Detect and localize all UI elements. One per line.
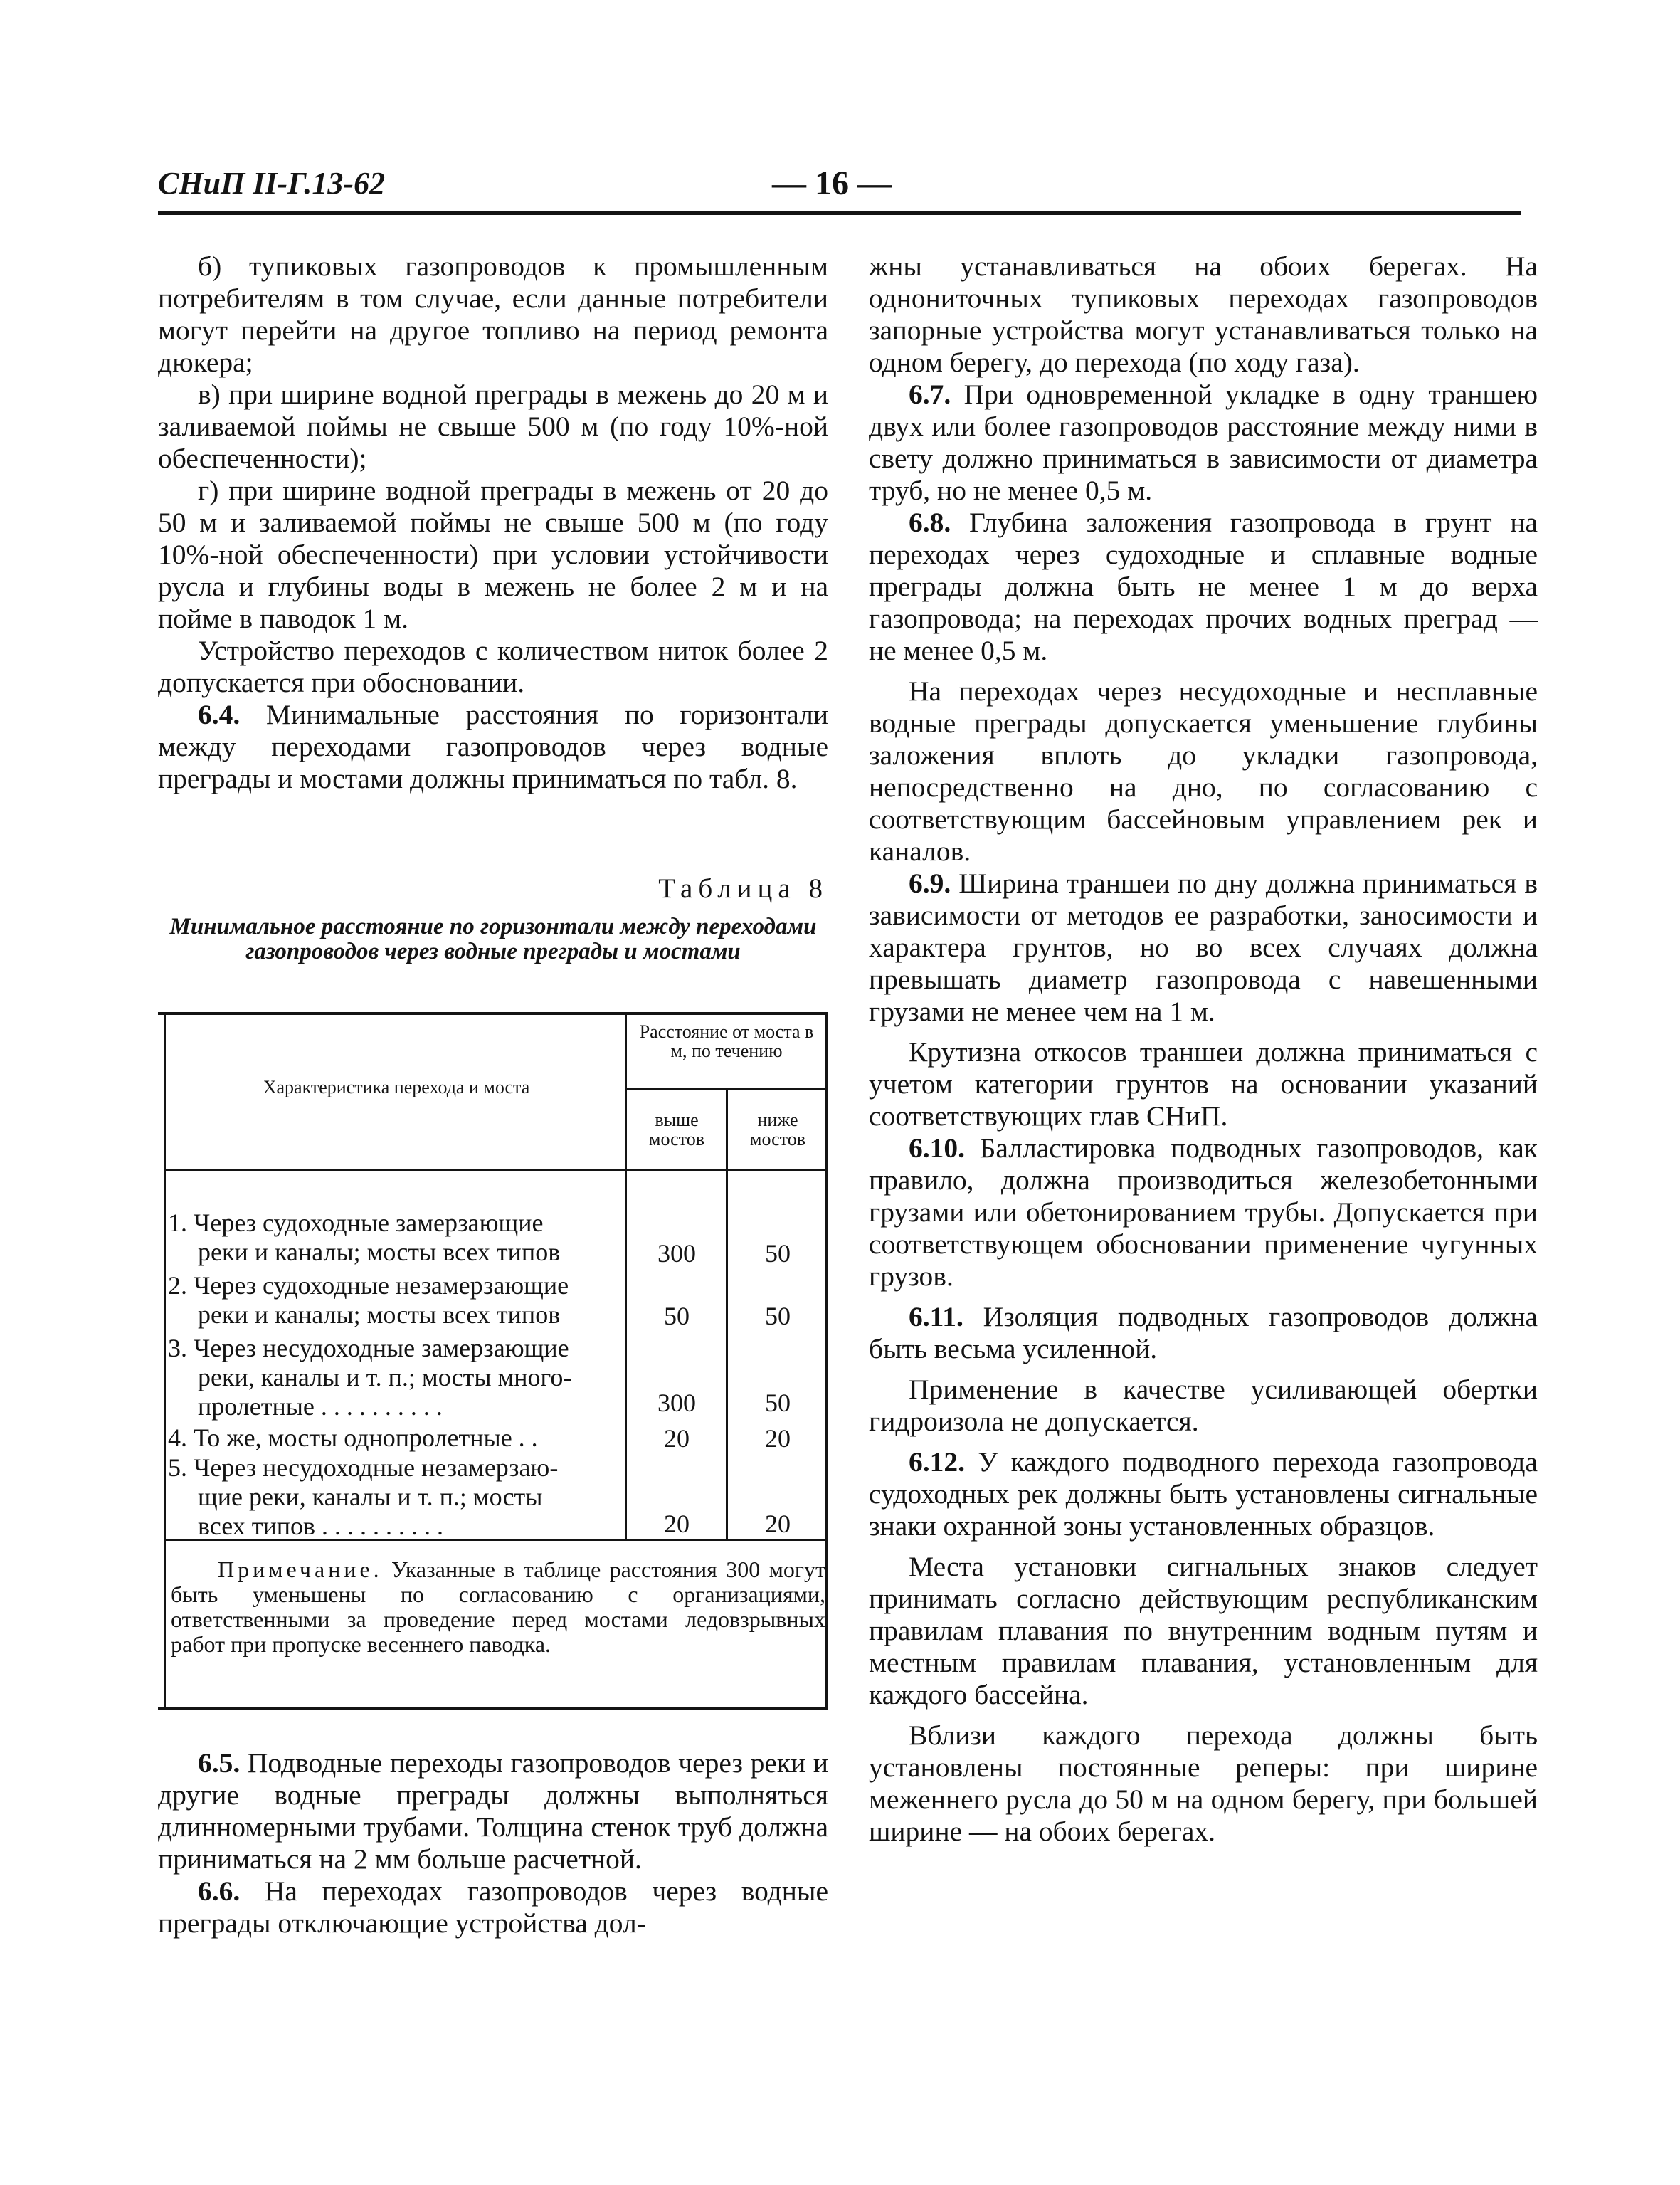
- row-text-line: 1. Через судоходные замерзающие: [168, 1209, 544, 1237]
- row-text-line: пролетные . . . . . . . . . .: [198, 1392, 443, 1421]
- table-row-3: [168, 1334, 623, 1421]
- table-title: Минимальное расстояние по горизонтали между переходами газопроводов через водные преграды и мостами: [169, 914, 817, 964]
- paragraph-6-8-b: На переходах через несудоходные и несплавные водные преграды допускается уменьшение глубины заложения вплоть до укладки газопровода, непосредственно на дно, по согласованию с соответствующим бассейновым управлением рек и каналов.: [869, 675, 1538, 867]
- right-column: [869, 251, 1538, 1848]
- row-1-above: 300: [657, 1239, 696, 1268]
- row-text-line: 5. Через несудоходные незамерзаю-: [168, 1453, 559, 1482]
- paragraph-6-7: [869, 379, 1538, 507]
- row-1-below: 50: [765, 1239, 791, 1268]
- table-row-4: [168, 1423, 623, 1453]
- clause-number: 6.12.: [909, 1446, 965, 1478]
- row-2-above: 50: [664, 1302, 690, 1330]
- paragraph-6-6: [158, 1875, 828, 1939]
- row-text-line: щие реки, каналы и т. п.; мосты: [198, 1483, 543, 1511]
- clause-text: При одновременной укладке в одну траншею двух или более газопроводов расстояние между ними в свету должно приниматься в зависимости от диаметра труб, но не менее 0,5 м.: [869, 379, 1538, 506]
- row-2-below: 50: [765, 1302, 791, 1330]
- clause-text: Балластировка подводных газопроводов, как правило, должна производиться железобетонными грузами или обетонированием трубы. Допускается при соответствующем обосновании применение чугунных грузов.: [869, 1132, 1538, 1292]
- left-column-top: [158, 251, 828, 795]
- row-text-line: всех типов . . . . . . . . . .: [198, 1512, 443, 1540]
- document-code: СНиП II-Г.13-62: [158, 166, 386, 201]
- table-col-divider-1: [625, 1012, 627, 1539]
- col-header-main: Характеристика перехода и моста: [263, 1077, 530, 1097]
- paragraph-6-5: [158, 1747, 828, 1875]
- row-5-above: 20: [664, 1510, 690, 1538]
- col-header-group: Расстояние от моста в м, по течению: [639, 1021, 814, 1061]
- clause-text: Глубина заложения газопровода в грунт на переходах через судоходные и сплавные водные преграды должна быть не менее 1 м до верха газопровода; на переходах прочих водных преград — не менее 0,5 м.: [869, 507, 1538, 666]
- table-header-rule: [164, 1169, 827, 1171]
- clause-number: 6.8.: [909, 507, 951, 538]
- clause-text: У каждого подводного перехода газопровода судоходных рек должны быть установлены сигнальные знаки охранной зоны установленных образцов.: [869, 1446, 1538, 1542]
- header-rule: [158, 211, 1521, 215]
- paragraph-6-12: [869, 1446, 1538, 1542]
- paragraph-item-g: г) при ширине водной преграды в межень от 20 до 50 м и заливаемой поймы не свыше 500 м (по году 10%-ной обеспеченности) при условии устойчивости русла и глубины воды в межень не более 2 м и на пойме в паводок 1 м.: [158, 475, 828, 634]
- clause-number: 6.9.: [909, 868, 951, 899]
- note-text: Указанные в таблице расстояния 300 могут быть уменьшены по согласованию с организациями, ответственными за проведение перед мостами ледовзрывных работ при пропуске весеннего паводка.: [171, 1557, 825, 1657]
- row-5-below: 20: [765, 1510, 791, 1538]
- row-4-below: 20: [765, 1424, 791, 1453]
- table-group-rule: [625, 1088, 827, 1090]
- table-label: Таблица 8: [658, 873, 828, 904]
- clause-number: 6.10.: [909, 1132, 965, 1164]
- paragraph-6-4: [158, 699, 828, 795]
- row-4-above: 20: [664, 1424, 690, 1453]
- clause-text: Ширина траншеи по дну должна приниматься в зависимости от методов ее разработки, заносимости и характера грунтов, но во всех случаях должна превышать диаметр газопровода с навешенными грузами не менее чем на 1 м.: [869, 868, 1538, 1027]
- clause-text: Минимальные расстояния по горизонтали между переходами газопроводов через водные преграды и мостами должны приниматься по табл. 8.: [158, 699, 828, 794]
- clause-number: 6.5.: [198, 1747, 241, 1779]
- table-bottom-rule: [158, 1707, 828, 1710]
- table-row-1: [168, 1209, 623, 1267]
- col-header-below: ниже мостов: [750, 1110, 805, 1149]
- paragraph-item-v: в) при ширине водной преграды в межень до 20 м и заливаемой поймы не свыше 500 м (по году 10%-ной обеспеченности);: [158, 379, 828, 474]
- row-3-above: 300: [657, 1389, 696, 1417]
- page-number: — 16 —: [772, 164, 892, 202]
- clause-number: 6.11.: [909, 1301, 963, 1332]
- paragraph-6-12-b: Места установки сигнальных знаков следует принимать согласно действующим республиканским правилам плавания по внутренним водным путям и местным правилам плавания, установленным для каждого бассейна.: [869, 1551, 1538, 1710]
- table-8: [158, 1012, 828, 1710]
- paragraph-6-12-c: Вблизи каждого перехода должны быть установлены постоянные реперы: при ширине меженнего русла до 50 м на одном берегу, при большей ширине — на обоих берегах.: [869, 1720, 1538, 1847]
- paragraph-6-11-b: Применение в качестве усиливающей обертки гидроизола не допускается.: [869, 1374, 1538, 1437]
- left-column-bottom: [158, 1747, 828, 1939]
- paragraph-6-10: [869, 1132, 1538, 1292]
- table-left-border: [164, 1012, 166, 1710]
- clause-text: Подводные переходы газопроводов через реки и другие водные преграды должны выполняться длинномерными трубами. Толщина стенок труб должна приниматься на 2 мм больше расчетной.: [158, 1747, 828, 1875]
- row-3-below: 50: [765, 1389, 791, 1417]
- note-label: Примечание.: [218, 1557, 383, 1582]
- paragraph-item-b: б) тупиковых газопроводов к промышленным потребителям в том случае, если данные потребители могут перейти на другое топливо на период ремонта дюкера;: [158, 251, 828, 378]
- paragraph-threads: Устройство переходов с количеством ниток более 2 допускается при обосновании.: [158, 635, 828, 698]
- row-text-line: реки и каналы; мосты всех типов: [198, 1238, 561, 1266]
- table-note: [171, 1557, 825, 1657]
- paragraph-6-9-b: Крутизна откосов траншеи должна приниматься с учетом категории грунтов на основании указаний соответствующих глав СНиП.: [869, 1036, 1538, 1132]
- clause-text: Изоляция подводных газопроводов должна быть весьма усиленной.: [869, 1301, 1538, 1364]
- row-text-line: 2. Через судоходные незамерзающие: [168, 1271, 569, 1300]
- paragraph-6-11: [869, 1301, 1538, 1365]
- clause-number: 6.7.: [909, 379, 951, 410]
- row-text-line: 4. То же, мосты однопролетные . .: [168, 1423, 538, 1452]
- row-text-line: реки, каналы и т. п.; мосты много-: [198, 1363, 572, 1391]
- table-row-5: [168, 1453, 623, 1541]
- table-col-divider-2: [726, 1089, 728, 1539]
- row-text-line: 3. Через несудоходные замерзающие: [168, 1334, 569, 1362]
- paragraph-6-9: [869, 868, 1538, 1028]
- table-top-rule: [158, 1012, 828, 1015]
- row-text-line: реки и каналы; мосты всех типов: [198, 1300, 561, 1329]
- table-right-border: [825, 1012, 828, 1710]
- clause-number: 6.6.: [198, 1875, 241, 1907]
- paragraph-6-6-continued: жны устанавливаться на обоих берегах. На однониточных тупиковых переходах газопроводов запорные устройства могут устанавливаться только на одном берегу, до перехода (по ходу газа).: [869, 251, 1538, 378]
- clause-number: 6.4.: [198, 699, 241, 730]
- clause-text: На переходах газопроводов через водные преграды отключающие устройства дол-: [158, 1875, 828, 1939]
- paragraph-6-8: [869, 507, 1538, 667]
- table-row-2: [168, 1271, 623, 1330]
- col-header-above: выше мостов: [649, 1110, 704, 1149]
